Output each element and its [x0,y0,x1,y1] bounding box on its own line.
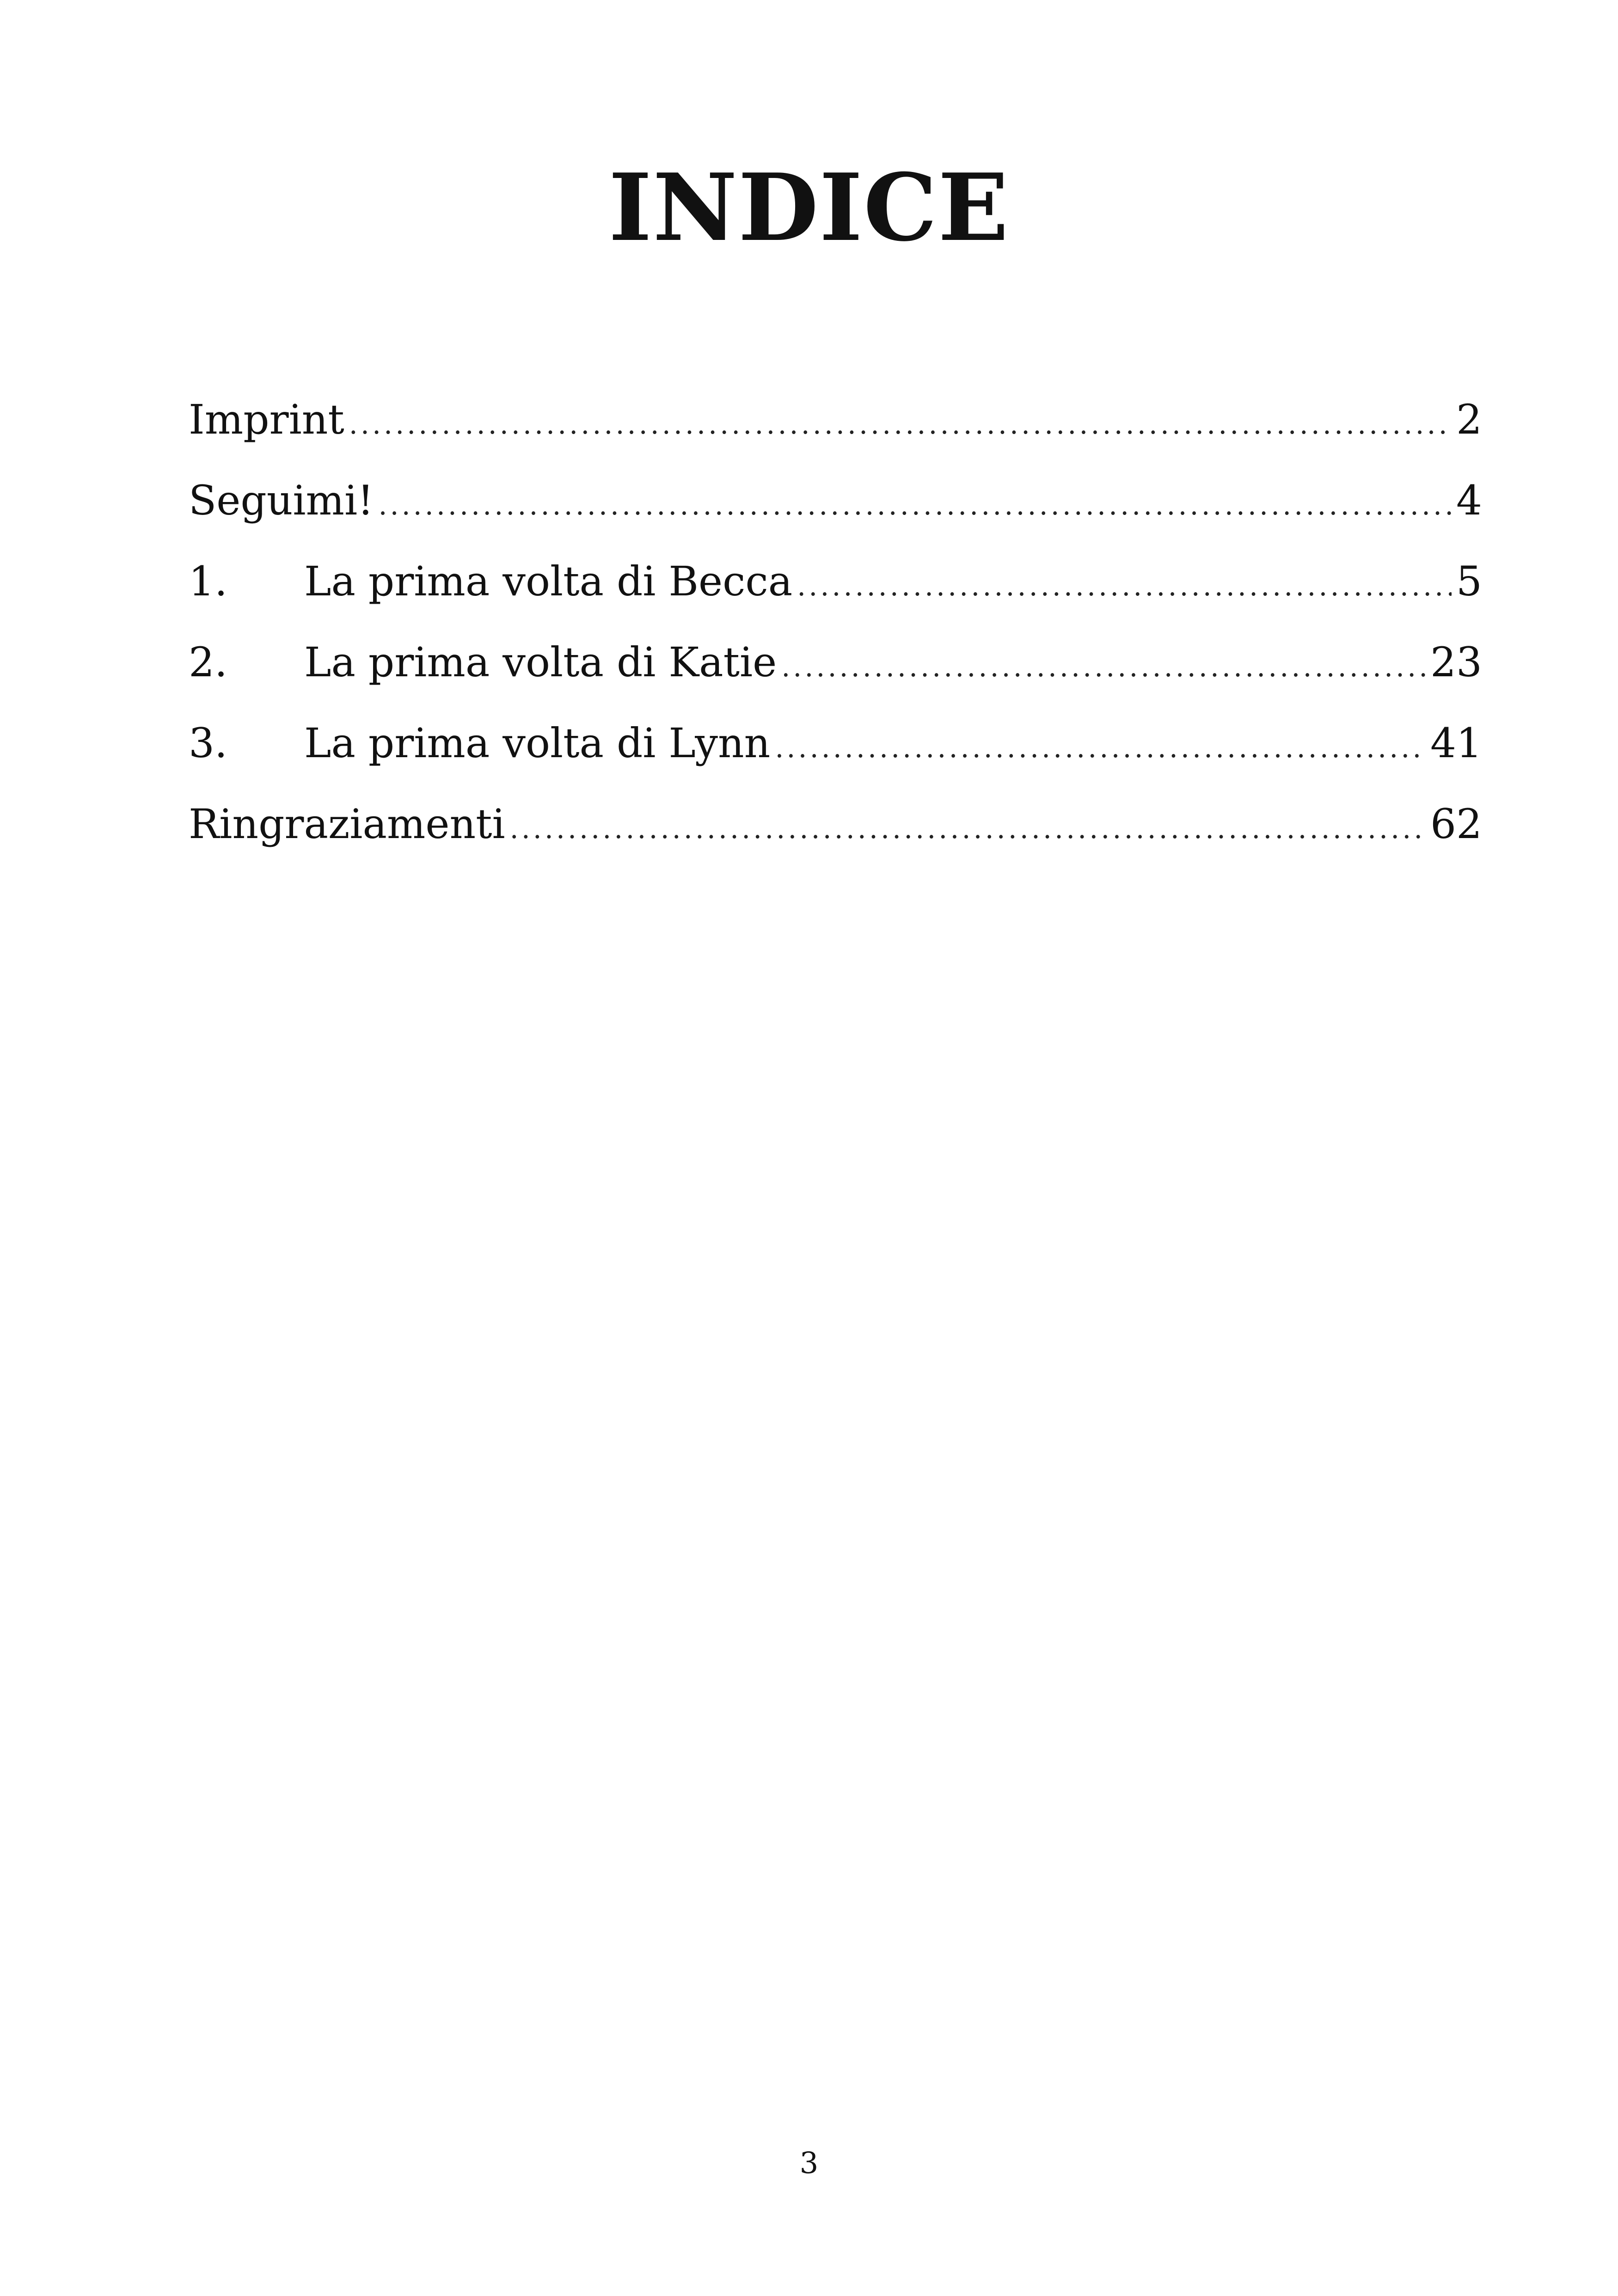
toc-entry-page: 62 [1430,800,1482,848]
toc-entry-label: Seguimi! [189,477,374,524]
toc-entry-page: 4 [1456,477,1482,524]
toc-entry-number: 2. [189,638,227,686]
toc-entry-chapter-1[interactable] [189,541,1482,622]
page-title: INDICE [608,153,1010,262]
toc-entry-label: Imprint [189,396,344,443]
toc-entry-label: La prima volta di Katie [304,638,777,686]
toc-entry-label: La prima volta di Lynn [304,719,771,767]
toc-dot-leader [349,384,1452,465]
toc-entry-number: 1. [189,557,227,605]
toc-dot-leader [378,465,1452,546]
toc-dot-leader [775,708,1426,789]
toc-entry-seguimi[interactable] [189,460,1482,541]
toc-entry-page: 23 [1430,638,1482,686]
toc-entry-imprint[interactable] [189,379,1482,460]
toc-entry-label: La prima volta di Becca [304,557,793,605]
toc-entry-label: Ringraziamenti [189,800,505,848]
toc-entry-ringraziamenti[interactable] [189,784,1482,864]
toc-dot-leader [510,789,1426,869]
toc-entry-page: 2 [1456,396,1482,443]
page-number: 3 [799,2146,819,2180]
toc-entry-chapter-3[interactable] [189,703,1482,784]
toc-dot-leader [797,546,1452,627]
toc-entry-chapter-2[interactable] [189,622,1482,703]
toc-dot-leader [781,627,1426,708]
toc-entry-page: 5 [1456,557,1482,605]
toc-entry-number: 3. [189,719,227,767]
toc-entry-page: 41 [1430,719,1482,767]
table-of-contents [189,379,1482,864]
